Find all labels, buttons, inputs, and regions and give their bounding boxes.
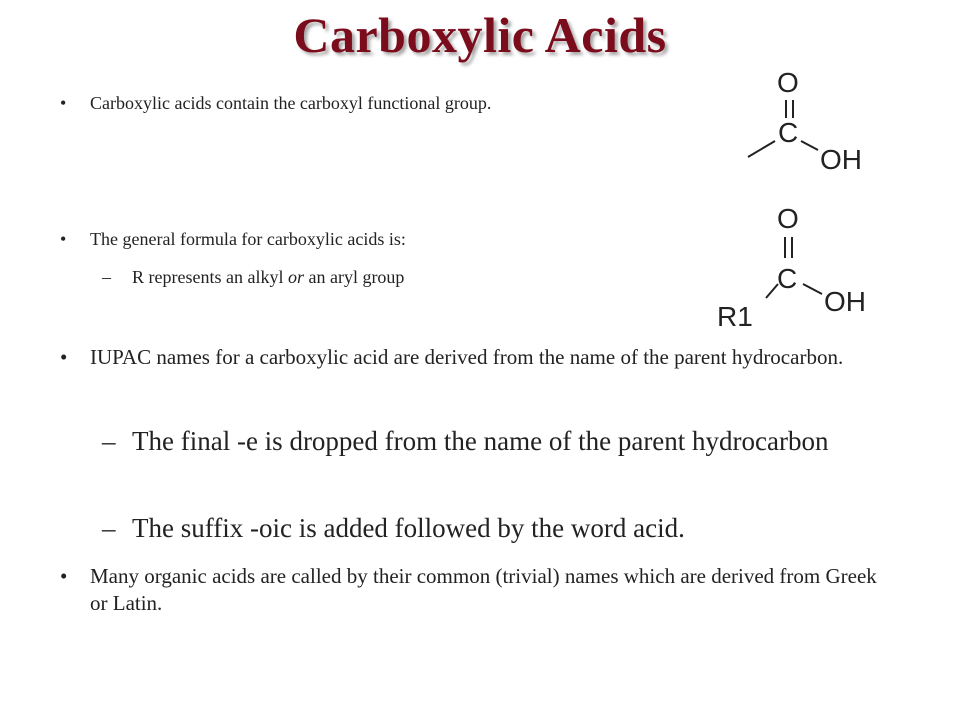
- dash-marker: –: [102, 426, 116, 456]
- subbullet-text: The final -e is dropped from the name of the parent hydrocarbon: [132, 426, 829, 456]
- subbullet-final-e: [102, 424, 892, 459]
- bullet-text: Many organic acids are called by their common (trivial) names which are derived from Greek or Latin.: [90, 564, 877, 616]
- right-bond: [801, 141, 818, 150]
- bullet-iupac-names: [60, 344, 890, 371]
- bullet-marker: •: [60, 229, 67, 249]
- bullet-text: Carboxylic acids contain the carboxyl functional group.: [90, 93, 492, 113]
- subbullet-r-group: [102, 266, 632, 289]
- subbullet-text-start: R represents an alkyl: [132, 267, 288, 287]
- bullet-marker: •: [60, 564, 68, 588]
- r-group-label: R1: [717, 301, 753, 332]
- subbullet-text-italic: or: [287, 267, 304, 287]
- bullet-general-formula: [60, 228, 650, 251]
- dash-marker: –: [102, 513, 116, 543]
- carbon-label: C: [777, 263, 798, 294]
- hydroxyl-label: OH: [824, 286, 866, 317]
- subbullet-suffix-oic: [102, 511, 912, 546]
- right-bond: [803, 284, 822, 294]
- bullet-marker: •: [60, 345, 68, 369]
- oxygen-label: O: [777, 67, 799, 98]
- left-bond: [748, 141, 775, 157]
- subbullet-text: The suffix -oic is added followed by the word acid.: [132, 513, 685, 543]
- bullet-text: IUPAC names for a carboxylic acid are derived from the name of the parent hydrocarbon.: [90, 345, 844, 369]
- dash-marker: –: [102, 267, 111, 287]
- hydroxyl-label: OH: [820, 144, 862, 175]
- bullet-text: The general formula for carboxylic acids is:: [90, 229, 406, 249]
- bullet-marker: •: [60, 93, 67, 113]
- bullet-carboxyl-group: [60, 92, 690, 115]
- general-formula-structure: [710, 200, 890, 340]
- slide-title: Carboxylic Acids: [293, 7, 667, 63]
- carboxyl-group-structure: [730, 62, 890, 187]
- oxygen-label: O: [777, 203, 799, 234]
- subbullet-text-end: an aryl group: [303, 267, 405, 287]
- carbon-label: C: [778, 117, 799, 148]
- bullet-common-names: [60, 563, 890, 618]
